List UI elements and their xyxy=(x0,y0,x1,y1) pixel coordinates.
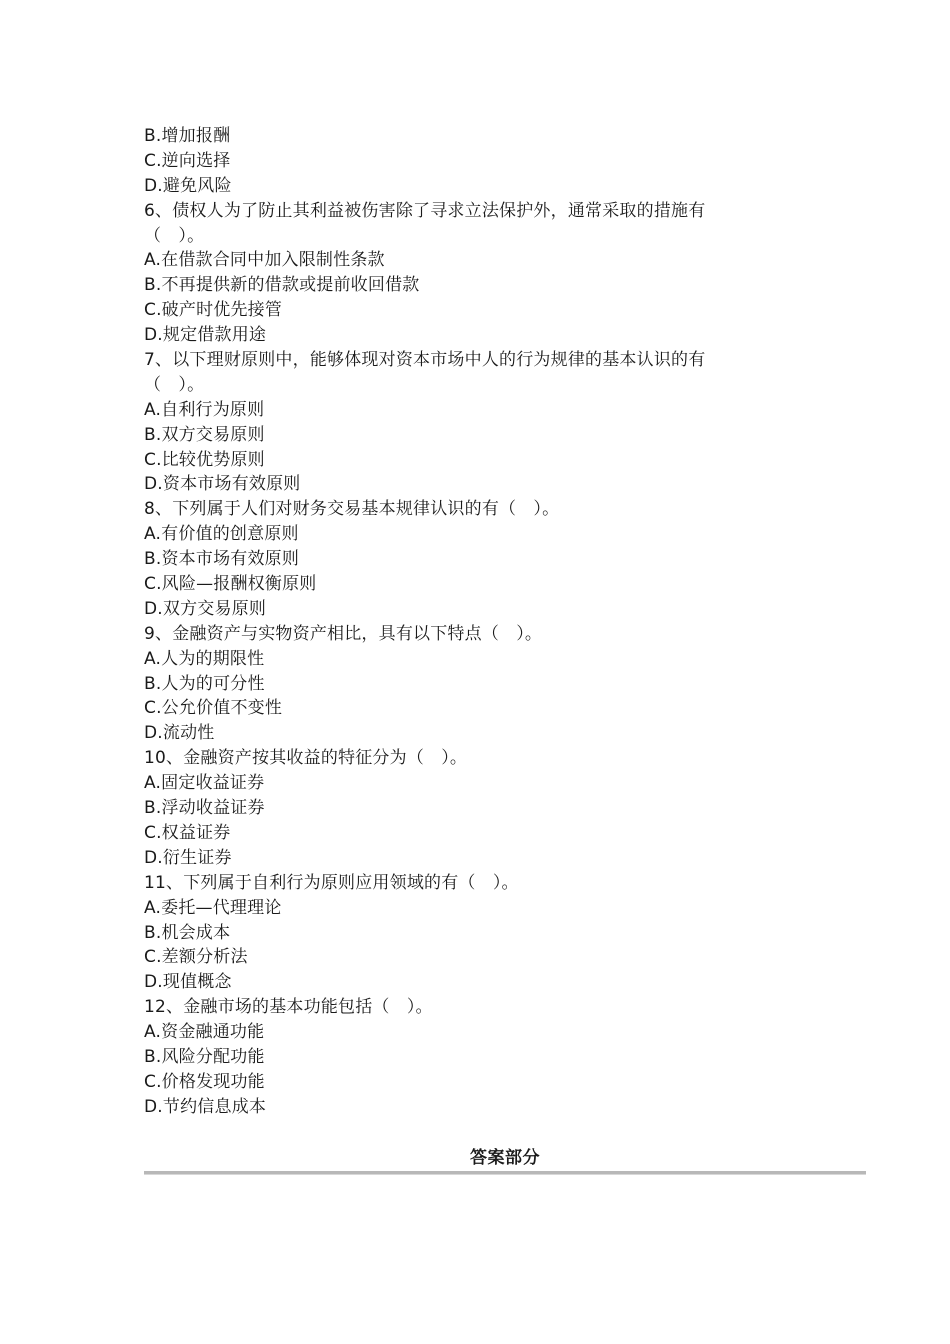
q12-option-d: D.节约信息成本 xyxy=(144,1096,267,1117)
q9-option-b: B.人为的可分性 xyxy=(144,673,265,694)
question-7-text: 7、以下理财原则中，能够体现对资本市场中人的行为规律的基本认识的有 xyxy=(144,350,706,371)
answer-divider xyxy=(144,1171,866,1175)
answer-section xyxy=(144,1146,866,1175)
q6-option-d: D.规定借款用途 xyxy=(144,325,267,346)
question-12-text: 12、金融市场的基本功能包括（ ）。 xyxy=(144,997,433,1018)
answer-heading: 答案部分 xyxy=(470,1148,540,1168)
question-7-text-cont: （ ）。 xyxy=(144,374,205,395)
q10-option-b: B.浮动收益证券 xyxy=(144,798,265,819)
q11-option-b: B.机会成本 xyxy=(144,922,231,943)
q9-option-d: D.流动性 xyxy=(144,723,215,744)
q7-option-d: D.资本市场有效原则 xyxy=(144,474,301,495)
q12-option-c: C.价格发现功能 xyxy=(144,1071,265,1092)
option-c-text: C.逆向选择 xyxy=(144,150,231,171)
q8-option-a: A.有价值的创意原则 xyxy=(144,524,299,545)
question-list xyxy=(144,124,784,1120)
q7-option-b: B.双方交易原则 xyxy=(144,424,265,445)
q9-option-c: C.公允价值不变性 xyxy=(144,698,283,719)
q7-option-a: A.自利行为原则 xyxy=(144,399,265,420)
q6-option-a: A.在借款合同中加入限制性条款 xyxy=(144,250,385,271)
question-9-text: 9、金融资产与实物资产相比，具有以下特点（ ）。 xyxy=(144,623,543,644)
question-6-text: 6、债权人为了防止其利益被伤害除了寻求立法保护外，通常采取的措施有 xyxy=(144,200,706,221)
q8-option-d: D.双方交易原则 xyxy=(144,598,267,619)
q10-option-d: D.衍生证券 xyxy=(144,847,232,868)
q12-option-a: A.资金融通功能 xyxy=(144,1022,265,1043)
question-10-text: 10、金融资产按其收益的特征分为（ ）。 xyxy=(144,748,468,769)
q6-option-c: C.破产时优先接管 xyxy=(144,300,283,321)
q8-option-c: C.风险—报酬权衡原则 xyxy=(144,574,317,595)
q11-option-a: A.委托—代理理论 xyxy=(144,897,282,918)
q9-option-a: A.人为的期限性 xyxy=(144,648,265,669)
q12-option-b: B.风险分配功能 xyxy=(144,1046,265,1067)
q7-option-c: C.比较优势原则 xyxy=(144,449,265,470)
q6-option-b: B.不再提供新的借款或提前收回借款 xyxy=(144,275,420,296)
q8-option-b: B.资本市场有效原则 xyxy=(144,549,300,570)
q10-option-a: A.固定收益证券 xyxy=(144,773,265,794)
question-8-text: 8、下列属于人们对财务交易基本规律认识的有（ ）。 xyxy=(144,499,560,520)
option-b-text: B.增加报酬 xyxy=(144,126,231,146)
option-d-text: D.避免风险 xyxy=(144,175,232,196)
q11-option-d: D.现值概念 xyxy=(144,972,232,993)
q10-option-c: C.权益证券 xyxy=(144,822,231,843)
q11-option-c: C.差额分析法 xyxy=(144,947,248,968)
question-11-text: 11、下列属于自利行为原则应用领域的有（ ）。 xyxy=(144,872,519,893)
question-6-text-cont: （ ）。 xyxy=(144,225,205,246)
